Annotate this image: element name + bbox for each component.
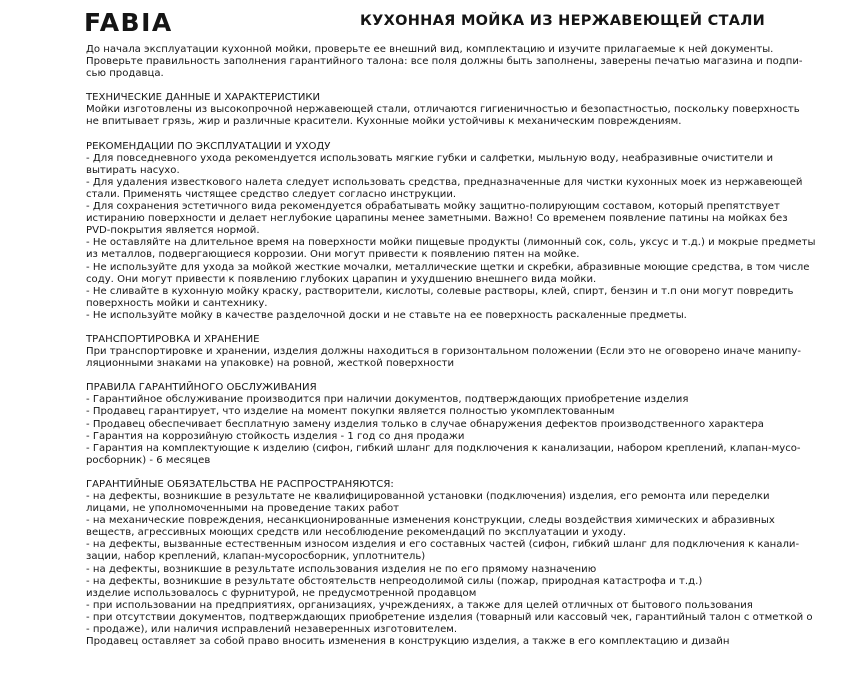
section-line: стали. Применять чистящее средство следует согласно инструкции. <box>86 188 457 200</box>
section-line: - Не используйте мойку в качестве разделочной доски и не ставьте на ее поверхность раскаленные предметы. <box>86 309 687 321</box>
document-body <box>86 44 816 648</box>
section-line: - на дефекты, возникшие в результате обстоятельств непреодолимой силы (пожар, природная катастрофа и т.д.) <box>86 575 703 587</box>
section-line: вытирать насухо. <box>86 164 180 176</box>
brand-logo: FABIA <box>84 8 173 37</box>
section-warranty-rules <box>86 382 801 467</box>
section-heading: РЕКОМЕНДАЦИИ ПО ЭКСПЛУАТАЦИИ И УХОДУ <box>86 140 331 152</box>
section-line: - Гарантийное обслуживание производится при наличии документов, подтверждающих приобретение изделия <box>86 394 689 406</box>
section-heading: ТЕХНИЧЕСКИЕ ДАННЫЕ И ХАРАКТЕРИСТИКИ <box>86 92 321 104</box>
section-warranty-exclusions <box>86 478 813 648</box>
section-line: веществ, агрессивных моющих средств или несоблюдение рекомендаций по эксплуатации и уходу. <box>86 527 627 539</box>
section-care-recommendations <box>86 140 816 322</box>
section-line: истиранию поверхности и делает неглубокие царапины менее заметными. Важно! Со временем появление патины на мойках без <box>86 213 788 225</box>
section-line: лицами, не уполномоченными на проведение таких работ <box>86 503 400 515</box>
section-line: ляционными знаками на упаковке) на ровной, жесткой поверхности <box>86 358 455 370</box>
section-line: - Для повседневного ухода рекомендуется использовать мягкие губки и салфетки, мыльную воду, неабразивные очистители и <box>86 152 774 164</box>
section-line: росборник) - 6 месяцев <box>86 454 211 466</box>
section-line: поверхность мойки и сантехнику. <box>86 297 268 309</box>
section-line: При транспортировке и хранении, изделия должны находиться в горизонтальном положении (Если это не оговорено иначе манипу- <box>86 346 801 358</box>
section-line: - на механические повреждения, несанкционированные изменения конструкции, следы воздействия химических и абразивных <box>86 515 775 527</box>
section-transport-storage <box>86 333 801 370</box>
document-title: КУХОННАЯ МОЙКА ИЗ НЕРЖАВЕЮЩЕЙ СТАЛИ <box>360 13 766 29</box>
intro-line: сью продавца. <box>86 68 164 80</box>
section-line: - Не сливайте в кухонную мойку краску, растворители, кислоты, солевые растворы, клей, спирт, бензин и т.п они могут повредить <box>86 285 794 297</box>
intro-block <box>86 44 803 80</box>
section-line: соду. Они могут привести к появлению глубоких царапин и ухудшению внешнего вида мойки. <box>86 273 597 285</box>
section-line: - на дефекты, возникшие в результате использования изделия не по его прямому назначению <box>86 563 597 575</box>
section-line: из металлов, подвергающиеся коррозии. Они могут привести к появлению пятен на мойке. <box>86 249 580 261</box>
section-line: - Для сохранения эстетичного вида рекомендуется обрабатывать мойку защитно-полирующим составом, который препятствует <box>86 201 780 213</box>
section-heading: ПРАВИЛА ГАРАНТИЙНОГО ОБСЛУЖИВАНИЯ <box>86 382 317 394</box>
section-line: - на дефекты, возникшие в результате не квалифицированной установки (подключения) изделия, его ремонта или переделки <box>86 491 770 502</box>
section-line: - продаже), или наличия исправлений незаверенных изготовителем. <box>86 624 458 636</box>
section-line: изделие использовалось с фурнитурой, не предусмотренной продавцом <box>86 587 477 599</box>
section-line: - Гарантия на коррозийную стойкость изделия - 1 год со дня продажи <box>86 430 465 442</box>
section-heading: ТРАНСПОРТИРОВКА И ХРАНЕНИЕ <box>86 333 260 345</box>
section-line: - при использовании на предприятиях, организациях, учреждениях, а также для целей отличных от бытового пользования <box>86 599 753 611</box>
section-line: - Не используйте для ухода за мойкой жесткие мочалки, металлические щетки и скребки, абразивные моющие средства, в том числе <box>86 261 810 273</box>
intro-line: До начала эксплуатации кухонной мойки, проверьте ее внешний вид, комплектацию и изучите прилагаемые к ней документы. <box>86 44 774 55</box>
section-line: - на дефекты, вызванные естественным износом изделия и его составных частей (сифон, гибкий шланг для подключения к канали- <box>86 539 800 551</box>
section-line: зации, набор креплений, клапан-мусоросборник, уплотнитель) <box>86 551 426 563</box>
section-line: PVD-покрытия является нормой. <box>86 225 260 237</box>
section-line: Мойки изготовлены из высокопрочной нержавеющей стали, отличаются гигиеничностью и безопастностью, поскольку поверхность <box>86 104 800 116</box>
intro-line: Проверьте правильность заполнения гарантийного талона: все поля должны быть заполнены, заверены печатью магазина и подпи- <box>86 56 803 68</box>
section-line: - Продавец гарантирует, что изделие на момент покупки является полностью укомплектованным <box>86 406 615 418</box>
section-line: - Гарантия на комплектующие к изделию (сифон, гибкий шланг для подключения к канализации, набором креплений, клапан-мусо- <box>86 442 801 454</box>
section-line: - при отсутствии документов, подтверждающих приобретение изделия (товарный или кассовый чек, гарантийный талон с отметкой о <box>86 611 813 623</box>
section-line: - Для удаления известкового налета следует использовать средства, предназначенные для чистки кухонных моек из нержавеющей <box>86 176 803 188</box>
section-line: - Не оставляйте на длительное время на поверхности мойки пищевые продукты (лимонный сок, соль, уксус и т.д.) и мокрые предметы <box>86 237 816 249</box>
section-line: не впитывает грязь, жир и различные красители. Кухонные мойки устойчивы к механическим повреждениям. <box>86 116 682 128</box>
section-technical-data <box>86 92 800 128</box>
section-line: - Продавец обеспечивает бесплатную замену изделия только в случае обнаружения дефектов производственного характера <box>86 418 764 430</box>
section-heading: ГАРАНТИЙНЫЕ ОБЯЗАТЕЛЬСТВА НЕ РАСПРОСТРАНЯЮТСЯ: <box>86 478 394 490</box>
section-line: Продавец оставляет за собой право вносить изменения в конструкцию изделия, а также в его комплектацию и дизайн <box>86 636 730 648</box>
